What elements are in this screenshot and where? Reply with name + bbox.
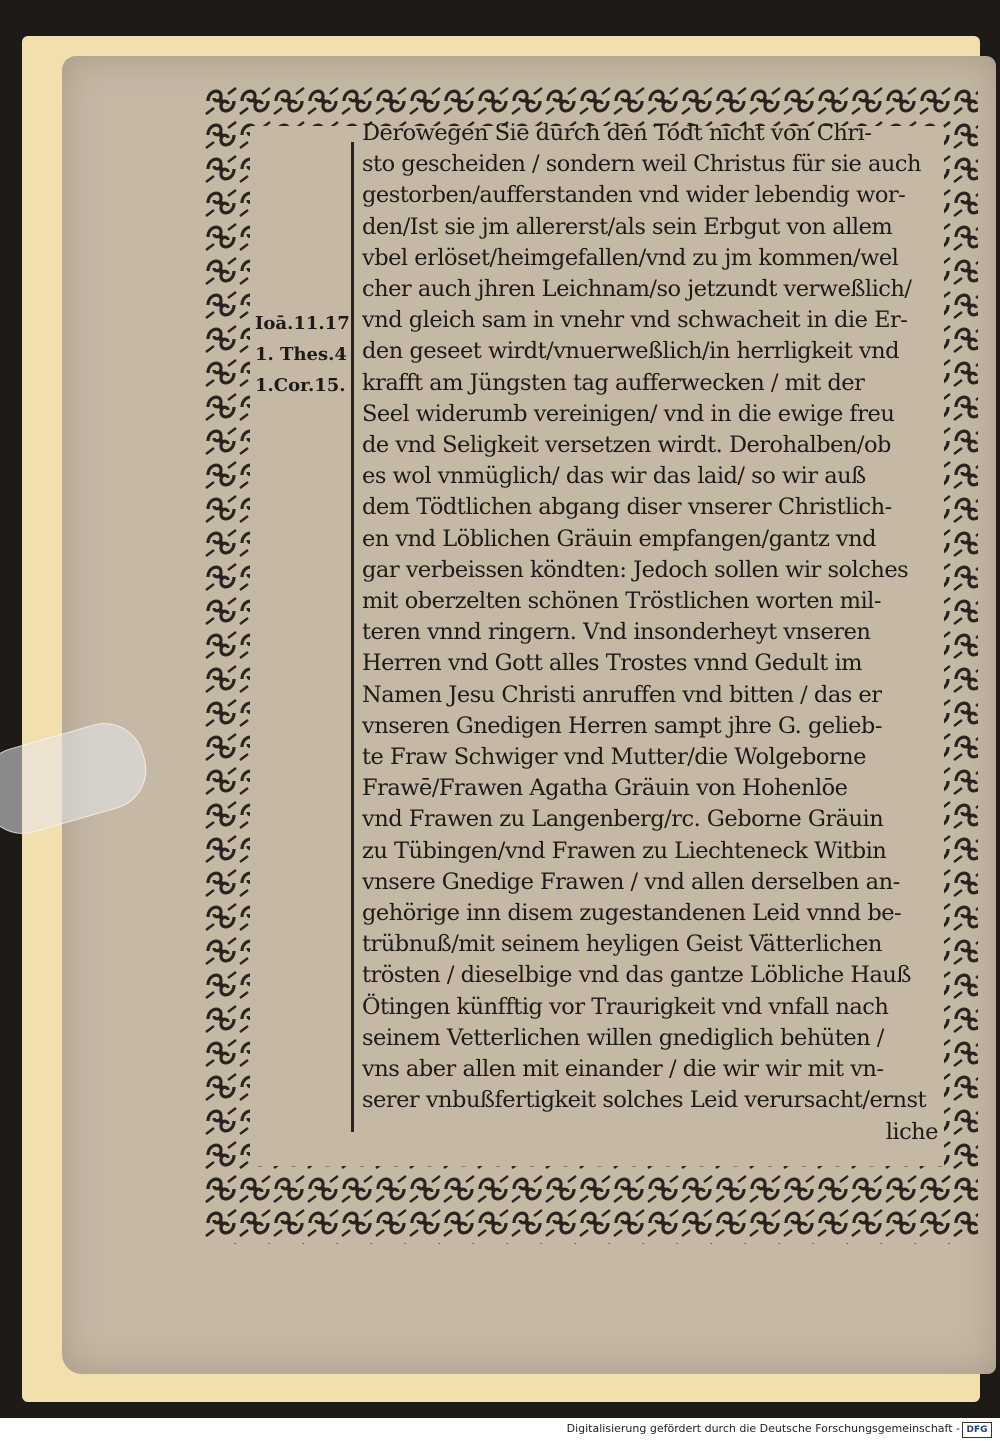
text-line: mit oberzelten schönen Tröstlichen worten mil-	[362, 588, 881, 615]
text-line: de vnd Seligkeit versetzen wirdt. Derohalben/ob	[362, 432, 891, 459]
text-line: zu Tübingen/vnd Frawen zu Liechteneck Witbin	[362, 837, 887, 864]
text-line: trösten / dieselbige vnd das gantze Löbliche Hauß	[362, 962, 911, 989]
text-line: sto gescheiden / sondern weil Christus für sie auch	[362, 151, 921, 178]
text-line: serer vnbußfertigkeit solches Leid verursacht/ernst	[362, 1087, 927, 1114]
text-line: Namen Jesu Christi anruffen vnd bitten / das er	[362, 681, 882, 708]
text-line: vnseren Gnedigen Herren sampt jhre G. gelieb-	[362, 712, 882, 739]
column-rule	[351, 142, 354, 1132]
text-line: krafft am Jüngsten tag aufferwecken / mit der	[362, 369, 865, 396]
text-line: vns aber allen mit einander / die wir wir mit vn-	[362, 1056, 884, 1083]
dfg-logo-icon: DFG	[962, 1422, 992, 1438]
text-line: dem Tödtlichen abgang diser vnserer Christlich-	[362, 494, 892, 521]
text-line: Herren vnd Gott alles Trostes vnnd Gedult im	[362, 650, 863, 677]
text-line: es wol vnmüglich/ das wir das laid/ so wir auß	[362, 463, 866, 490]
margin-notes	[255, 308, 350, 401]
text-line: seinem Vetterlichen willen gnediglich behüten /	[362, 1024, 884, 1051]
text-line: cher auch jhren Leichnam/so jetzundt verweßlich/	[362, 276, 912, 303]
text-line: Derowegen Sie durch den Todt nicht von Chri-	[362, 120, 872, 146]
text-line: gestorben/aufferstanden vnd wider lebendig wor-	[362, 182, 906, 209]
text-line: teren vnnd ringern. Vnd insonderheyt vnseren	[362, 619, 871, 646]
margin-note: 1. Thes.4	[255, 344, 347, 365]
footer-credit: Digitalisierung gefördert durch die Deutsche Forschungsgemeinschaft -	[566, 1422, 960, 1435]
margin-note: Ioā.11.17	[255, 313, 350, 334]
footer	[0, 1418, 1000, 1441]
text-line: vnd Frawen zu Langenberg/rc. Geborne Gräuin	[362, 806, 884, 833]
catchword: liche	[885, 1118, 938, 1145]
text-line: den/Ist sie jm allererst/als sein Erbgut von allem	[362, 213, 893, 240]
text-line: Ötingen künfftig vor Traurigkeit vnd vnfall nach	[362, 993, 889, 1020]
text-line: Seel widerumb vereinigen/ vnd in die ewige freu	[362, 400, 895, 427]
text-line: gehörige inn disem zugestandenen Leid vnnd be-	[362, 900, 902, 927]
body-text	[362, 118, 938, 1148]
text-line: en vnd Löblichen Gräuin empfangen/gantz vnd	[362, 525, 877, 552]
text-line: vbel erlöset/heimgefallen/vnd zu jm kommen/wel	[362, 244, 899, 271]
text-line: te Fraw Schwiger vnd Mutter/die Wolgeborne	[362, 744, 866, 771]
margin-note: 1.Cor.15.	[255, 375, 346, 396]
text-line: den geseet wirdt/vnuerweßlich/in herrligkeit vnd	[362, 338, 900, 365]
text-line: trübnuß/mit seinem heyligen Geist Vätterlichen	[362, 931, 882, 958]
text-line: Frawē/Frawen Agatha Gräuin von Hohenlōe	[362, 775, 848, 802]
text-line: vnsere Gnedige Frawen / vnd allen derselben an-	[362, 868, 900, 895]
text-line: gar verbeissen köndten: Jedoch sollen wir solches	[362, 556, 909, 583]
text-line: vnd gleich sam in vnehr vnd schwacheit in die Er-	[362, 307, 908, 334]
